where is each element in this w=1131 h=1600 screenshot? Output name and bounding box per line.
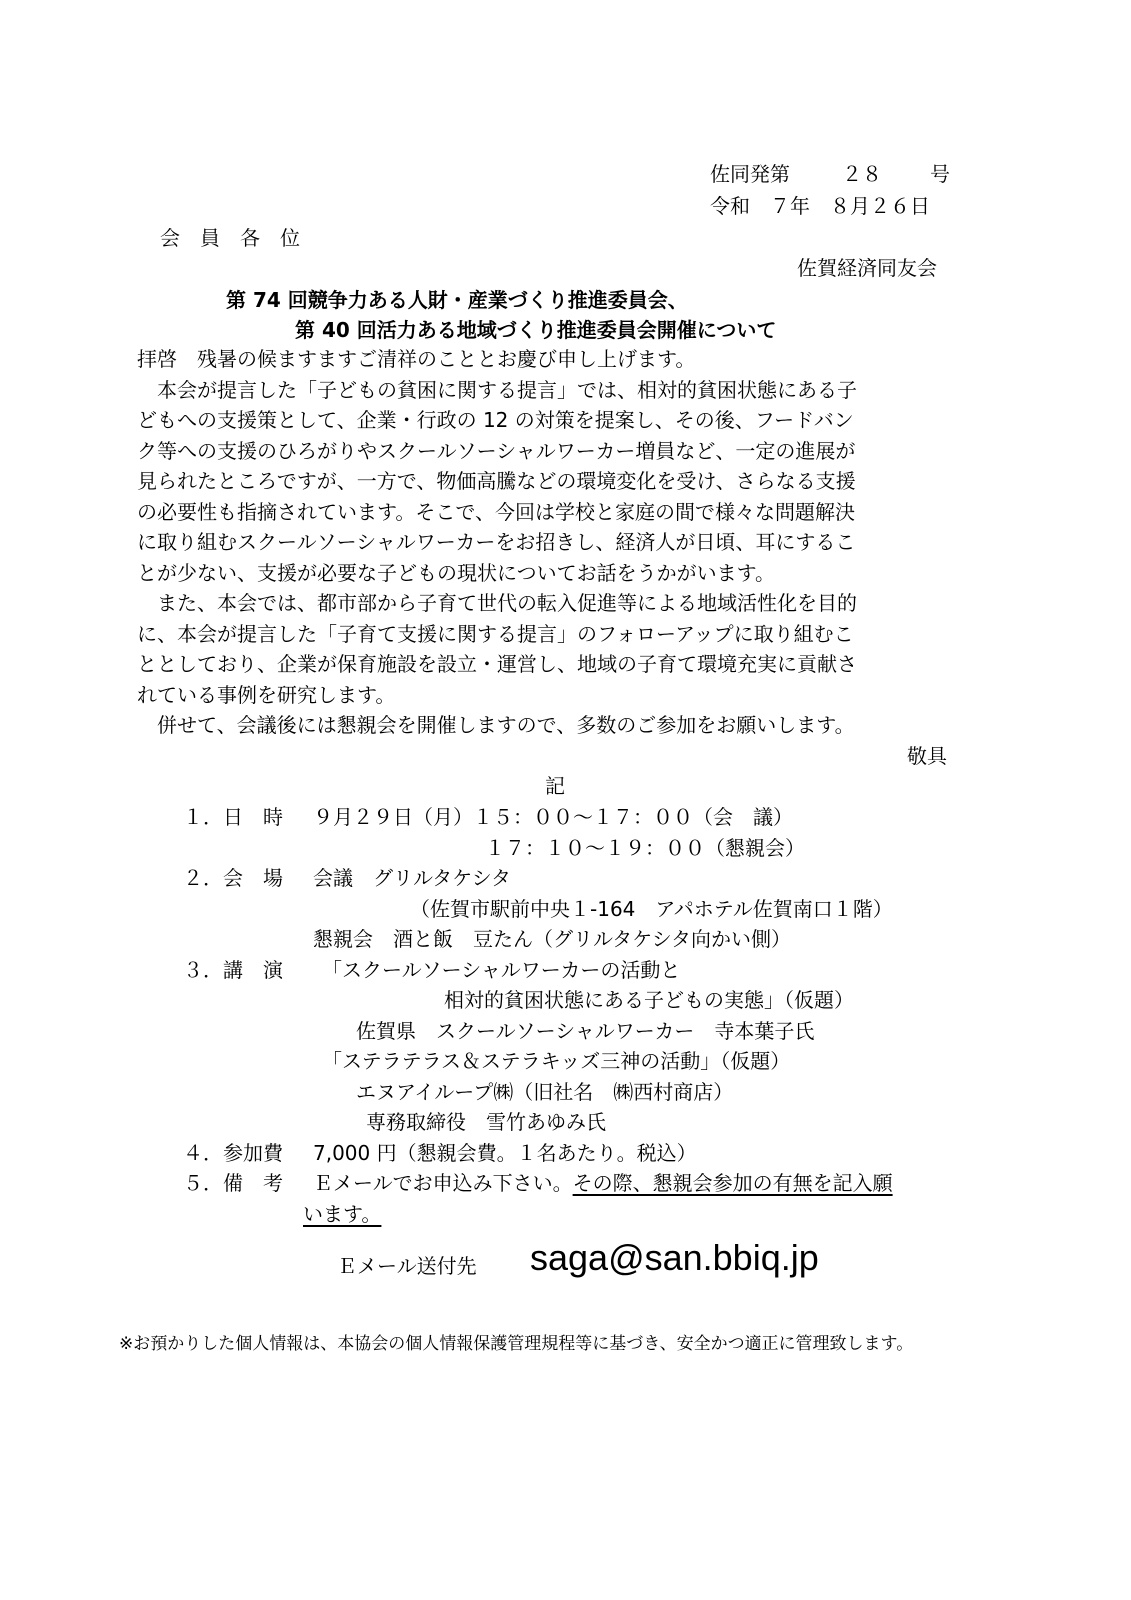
doc-number-prefix: 佐同発第 [710,162,790,186]
item-5-label: ５．備 考 [183,1171,283,1195]
item-4-text: 7,000 円（懇親会費。１名あたり。税込） [313,1141,697,1165]
paragraph-line: 本会が提言した「子どもの貧困に関する提言」では、相対的貧困状態にある子 [137,378,857,402]
title-line-1: 第 74 回競争力ある人財・産業づくり推進委員会、 [226,288,688,312]
item-2-line-1: 会議 グリルタケシタ [313,866,511,890]
email-address[interactable]: saga@san.bbiq.jp [530,1237,819,1278]
paragraph-line: れている事例を研究します。 [137,683,396,707]
item-2-line-2: （佐賀市駅前中央１-164 アパホテル佐賀南口１階） [410,897,893,921]
item-1-line-1: ９月２９日（月）１５：００～１７：００（会 議） [313,805,793,829]
doc-number: ２８ [842,162,882,186]
item-3-line-1: 「スクールソーシャルワーカーの活動と [322,958,681,982]
item-5-text: Ｅメールでお申込み下さい。 [313,1171,573,1195]
document-date: 令和 ７年 ８月２６日 [710,194,930,218]
privacy-note: ※お預かりした個人情報は、本協会の個人情報保護管理規程等に基づき、安全かつ適正に管理致します。 [119,1334,914,1354]
doc-number-suffix: 号 [930,162,950,186]
paragraph-line: また、本会では、都市部から子育て世代の転入促進等による地域活性化を目的 [137,591,857,615]
item-5-underlined-text: その際、懇親会参加の有無を記入願 [572,1171,893,1195]
item-2-label: ２．会 場 [183,866,283,890]
item-3-line-2: 相対的貧困状態にある子どもの実態」（仮題） [444,988,854,1012]
item-3-label: ３．講 演 [183,958,283,982]
title-line-2: 第 40 回活力ある地域づくり推進委員会開催について [295,318,777,342]
paragraph-line: ととしており、企業が保育施設を設立・運営し、地域の子育て環境充実に貢献さ [137,652,857,676]
item-3-line-6: 専務取締役 雪竹あゆみ氏 [366,1110,606,1134]
paragraph-line: ク等への支援のひろがりやスクールソーシャルワーカー増員など、一定の進展が [137,439,856,463]
closing: 敬具 [907,744,947,768]
item-3-line-3: 佐賀県 スクールソーシャルワーカー 寺本葉子氏 [356,1019,815,1043]
item-3-line-4: 「ステラテラス＆ステラキッズ三神の活動」（仮題） [322,1049,791,1073]
item-3-line-5: エヌアイループ㈱（旧社名 ㈱西村商店） [356,1080,734,1104]
sender: 佐賀経済同友会 [797,256,937,280]
paragraph-line: 見られたところですが、一方で、物価高騰などの環境変化を受け、さらなる支援 [137,469,856,493]
ki-heading: 記 [545,774,565,798]
paragraph-line: とが少ない、支援が必要な子どもの現状についてお話をうかがいます。 [137,561,775,585]
paragraph-line: どもへの支援策として、企業・行政の 12 の対策を提案し、その後、フードバン [137,408,854,432]
item-1-line-2: １７：１０～１９：００（懇親会） [485,836,805,860]
paragraph-3: 併せて、会議後には懇親会を開催しますので、多数のご参加をお願いします。 [137,713,855,737]
greeting: 拝啓 残暑の候ますますご清祥のこととお慶び申し上げます。 [137,347,696,371]
paragraph-line: の必要性も指摘されています。そこで、今回は学校と家庭の間で様々な問題解決 [137,500,855,524]
email-label: Ｅメール送付先 [337,1254,477,1278]
paragraph-line: に取り組むスクールソーシャルワーカーをお招きし、経済人が日頃、耳にするこ [137,530,856,554]
paragraph-line: に、本会が提言した「子育て支援に関する提言」のフォローアップに取り組むこ [137,622,854,646]
item-5-underlined-text-2: います。 [303,1202,382,1226]
item-2-line-3: 懇親会 酒と飯 豆たん（グリルタケシタ向かい側） [313,927,791,951]
item-4-label: ４．参加費 [183,1141,283,1165]
item-1-label: １．日 時 [183,805,283,829]
item-5-line-1 [313,1173,893,1193]
recipient: 会 員 各 位 [160,226,300,250]
